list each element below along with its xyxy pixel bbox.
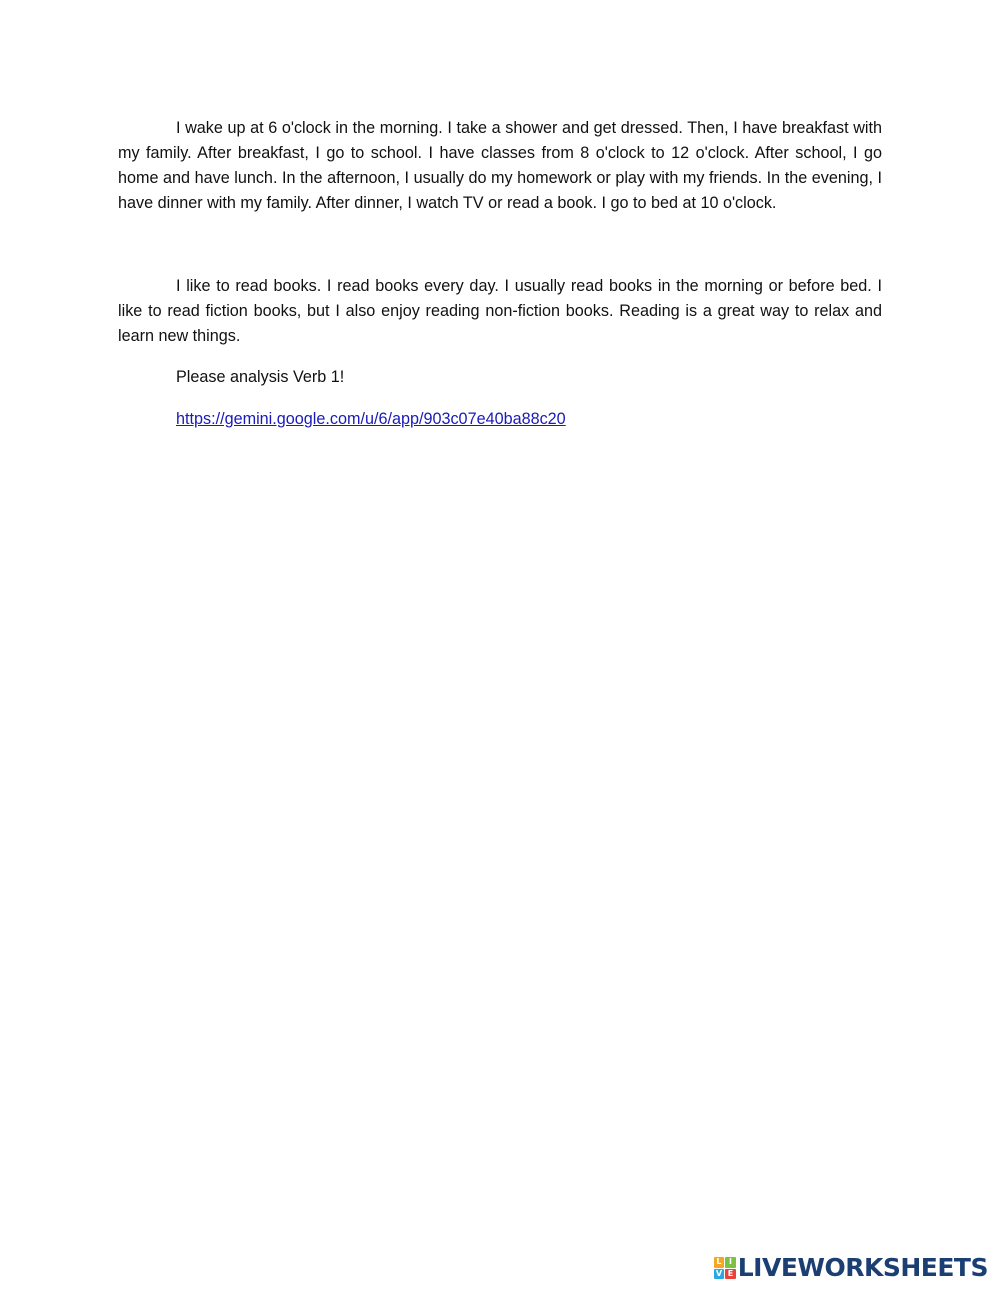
link-line	[118, 407, 882, 432]
liveworksheets-logo	[714, 1254, 988, 1282]
paragraph-daily-routine: I wake up at 6 o'clock in the morning. I take a shower and get dressed. Then, I have breakfast with my family. After breakfast, I go to school. I have classes from 8 o'clock to 12 o'clock. After school, I go home and have lunch. In the afternoon, I usually do my homework or play with my friends. In the evening, I have dinner with my family. After dinner, I watch TV or read a book. I go to bed at 10 o'clock.	[118, 119, 882, 212]
logo-mark-letter: E	[725, 1269, 736, 1280]
logo-mark-icon	[714, 1257, 736, 1279]
document-body	[118, 116, 882, 432]
instruction-text: Please analysis Verb 1!	[176, 368, 345, 386]
logo-mark-letter: I	[725, 1257, 736, 1268]
logo-mark-letter: V	[714, 1269, 725, 1280]
logo-mark-letter: L	[714, 1257, 725, 1268]
paragraph-reading-books: I like to read books. I read books every day. I usually read books in the morning or before bed. I like to read fiction books, but I also enjoy reading non-fiction books. Reading is a great way to relax and learn new things.	[118, 277, 882, 345]
gemini-link[interactable]: https://gemini.google.com/u/6/app/903c07e40ba88c20	[176, 410, 566, 428]
logo-text: LIVEWORKSHEETS	[737, 1253, 988, 1282]
